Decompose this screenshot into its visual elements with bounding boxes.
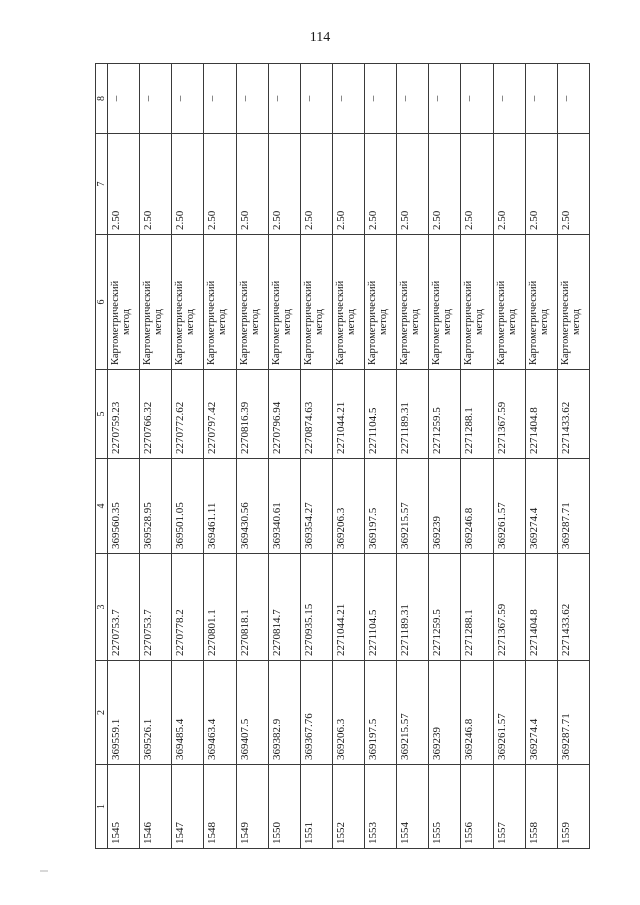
method-cell (204, 235, 236, 370)
table-cell: 1551 (300, 765, 332, 849)
table-cell: 2.50 (557, 134, 589, 235)
table-cell: 2.50 (140, 134, 172, 235)
table-cell: 2271259.5 (429, 370, 461, 459)
table-row (397, 64, 429, 849)
table-cell: 2.50 (172, 134, 204, 235)
table-row (493, 64, 525, 849)
table-cell: 2271288.1 (461, 370, 493, 459)
table-row (557, 64, 589, 849)
method-line-1: Картометрический (495, 280, 507, 365)
method-cell (140, 235, 172, 370)
table-cell: 369239 (429, 459, 461, 554)
table-cell: 2271404.8 (525, 370, 557, 459)
table-cell: – (557, 64, 589, 134)
header-cell: 5 (96, 370, 108, 459)
method-line-2: метод (313, 308, 325, 336)
header-cell: 6 (96, 235, 108, 370)
table-cell: 2270796.94 (268, 370, 300, 459)
table-cell: – (397, 64, 429, 134)
table-cell: – (429, 64, 461, 134)
table-cell: – (525, 64, 557, 134)
method-line-2: метод (185, 308, 197, 336)
method-cell (557, 235, 589, 370)
table-cell: 369463.4 (204, 661, 236, 765)
table-header-row (96, 64, 108, 849)
method-line-2: метод (249, 308, 261, 336)
table-cell: 369215.57 (397, 459, 429, 554)
table-cell: 369246.8 (461, 661, 493, 765)
method-line-2: метод (410, 308, 422, 336)
method-line-1: Картометрический (431, 280, 443, 365)
table-cell: 2271367.59 (493, 370, 525, 459)
table-cell: 1550 (268, 765, 300, 849)
table-cell: – (108, 64, 140, 134)
table-cell: 2270753.7 (108, 554, 140, 661)
table-row (300, 64, 332, 849)
table-cell: 2271044.21 (332, 554, 364, 661)
method-cell (429, 235, 461, 370)
method-line-1: Картометрический (110, 280, 121, 365)
method-line-1: Картометрический (270, 280, 282, 365)
table-cell: – (493, 64, 525, 134)
method-cell (300, 235, 332, 370)
method-line-2: метод (538, 308, 550, 336)
method-line-2: метод (153, 308, 165, 336)
table-row (108, 64, 140, 849)
table-cell: 1549 (236, 765, 268, 849)
table-cell: 2.50 (332, 134, 364, 235)
method-line-2: метод (345, 308, 357, 336)
method-line-1: Картометрический (302, 280, 314, 365)
method-cell (493, 235, 525, 370)
method-line-1: Картометрический (399, 280, 411, 365)
table-cell: – (365, 64, 397, 134)
table-cell: 369287.71 (557, 661, 589, 765)
table-cell: 1546 (140, 765, 172, 849)
table-cell: 369559.1 (108, 661, 140, 765)
page-number: 114 (309, 30, 331, 45)
table-cell: 2.50 (204, 134, 236, 235)
method-line-2: метод (378, 308, 389, 336)
method-cell (461, 235, 493, 370)
table-cell: 2.50 (236, 134, 268, 235)
method-line-1: Картометрический (334, 280, 346, 365)
method-cell (172, 235, 204, 370)
table-cell: 2270778.2 (172, 554, 204, 661)
method-line-2: метод (506, 308, 518, 336)
table-body (96, 64, 590, 849)
table-cell: 369274.4 (525, 661, 557, 765)
table-cell: 369340.61 (268, 459, 300, 554)
table-cell: 2.50 (493, 134, 525, 235)
method-line-2: метод (474, 308, 486, 336)
method-cell (332, 235, 364, 370)
table-cell: 1553 (365, 765, 397, 849)
header-cell: 2 (96, 661, 108, 765)
table-cell: 369528.95 (140, 459, 172, 554)
table-row (525, 64, 557, 849)
table-cell: – (461, 64, 493, 134)
table-row (140, 64, 172, 849)
table-row (268, 64, 300, 849)
coordinates-table (95, 63, 590, 849)
table-cell: 369407.5 (236, 661, 268, 765)
table-cell: 369526.1 (140, 661, 172, 765)
table-cell: 369206.3 (332, 661, 364, 765)
table-cell: 2270759.23 (108, 370, 140, 459)
table-cell: 369430.56 (236, 459, 268, 554)
table-cell: – (236, 64, 268, 134)
table-cell: 1548 (204, 765, 236, 849)
method-line-1: Картометрический (174, 280, 186, 365)
method-cell (108, 235, 140, 370)
table-cell: 2271288.1 (461, 554, 493, 661)
scan-speckle (40, 870, 48, 872)
table-cell: 369197.5 (365, 459, 397, 554)
table-cell: 2270935.15 (300, 554, 332, 661)
table-cell: 1547 (172, 765, 204, 849)
table-row (332, 64, 364, 849)
table-cell: 369560.35 (108, 459, 140, 554)
table-cell: 369197.5 (365, 661, 397, 765)
table-cell: 1545 (108, 765, 140, 849)
table-cell: – (172, 64, 204, 134)
header-cell: 3 (96, 554, 108, 661)
table-cell: 369206.3 (332, 459, 364, 554)
table-cell: 2.50 (525, 134, 557, 235)
method-cell (268, 235, 300, 370)
table-cell: 369215.57 (397, 661, 429, 765)
table-cell: 369261.57 (493, 459, 525, 554)
table-cell: – (204, 64, 236, 134)
table-cell: 1555 (429, 765, 461, 849)
method-cell (525, 235, 557, 370)
table-cell: 1559 (557, 765, 589, 849)
table-cell: – (268, 64, 300, 134)
table-cell: 369354.27 (300, 459, 332, 554)
table-cell: 1554 (397, 765, 429, 849)
table-cell: 369239 (429, 661, 461, 765)
table-cell: 2.50 (108, 134, 140, 235)
method-line-1: Картометрический (463, 280, 475, 365)
table-cell: 2270772.62 (172, 370, 204, 459)
header-cell: 7 (96, 134, 108, 235)
table-cell: 2271189.31 (397, 554, 429, 661)
method-cell (365, 235, 397, 370)
table-cell: 2270814.7 (268, 554, 300, 661)
table-row (236, 64, 268, 849)
table-cell: 369367.76 (300, 661, 332, 765)
method-line-2: метод (121, 308, 132, 336)
method-line-1: Картометрический (367, 280, 378, 365)
table-row (172, 64, 204, 849)
table-cell: 1557 (493, 765, 525, 849)
method-line-1: Картометрический (238, 280, 250, 365)
header-cell: 1 (96, 765, 108, 849)
table-cell: 2270816.39 (236, 370, 268, 459)
table-cell: 369501.05 (172, 459, 204, 554)
table-cell: 2.50 (365, 134, 397, 235)
table-cell: 2271189.31 (397, 370, 429, 459)
table-cell: 369287.71 (557, 459, 589, 554)
method-line-1: Картометрический (559, 280, 571, 365)
table-cell: 2271433.62 (557, 370, 589, 459)
table-cell: 369485.4 (172, 661, 204, 765)
rotated-table-wrapper (95, 64, 590, 849)
table-cell: 2.50 (397, 134, 429, 235)
table-cell: 2271259.5 (429, 554, 461, 661)
table-cell: 2270797.42 (204, 370, 236, 459)
table-cell: 1556 (461, 765, 493, 849)
table-cell: 1552 (332, 765, 364, 849)
table-cell: 369274.4 (525, 459, 557, 554)
table-cell: 369261.57 (493, 661, 525, 765)
table-cell: 2.50 (461, 134, 493, 235)
table-cell: 2271044.21 (332, 370, 364, 459)
table-cell: 2271433.62 (557, 554, 589, 661)
table-cell: 2270801.1 (204, 554, 236, 661)
table-cell: 2.50 (300, 134, 332, 235)
method-line-2: метод (442, 308, 454, 336)
method-line-2: метод (570, 308, 582, 336)
method-line-1: Картометрический (206, 280, 218, 365)
table-cell: 2270753.7 (140, 554, 172, 661)
table-row (365, 64, 397, 849)
method-cell (236, 235, 268, 370)
table-row (429, 64, 461, 849)
table-cell: 2271104.5 (365, 554, 397, 661)
table-cell: – (140, 64, 172, 134)
table-cell: 369461.11 (204, 459, 236, 554)
table-cell: 2271404.8 (525, 554, 557, 661)
table-cell: 369382.9 (268, 661, 300, 765)
table-cell: 2271104.5 (365, 370, 397, 459)
table-cell: – (332, 64, 364, 134)
table-cell: 2270874.63 (300, 370, 332, 459)
table-cell: 2271367.59 (493, 554, 525, 661)
header-cell: 4 (96, 459, 108, 554)
method-cell (397, 235, 429, 370)
table-cell: 2270766.32 (140, 370, 172, 459)
table-cell: – (300, 64, 332, 134)
table-cell: 2.50 (429, 134, 461, 235)
table-cell: 1558 (525, 765, 557, 849)
method-line-2: метод (281, 308, 293, 336)
table-cell: 369246.8 (461, 459, 493, 554)
table-row (461, 64, 493, 849)
table-row (204, 64, 236, 849)
method-line-1: Картометрический (527, 280, 539, 365)
table-cell: 2270818.1 (236, 554, 268, 661)
method-line-2: метод (217, 308, 229, 336)
table-cell: 2.50 (268, 134, 300, 235)
method-line-1: Картометрический (142, 280, 154, 365)
header-cell: 8 (96, 64, 108, 134)
